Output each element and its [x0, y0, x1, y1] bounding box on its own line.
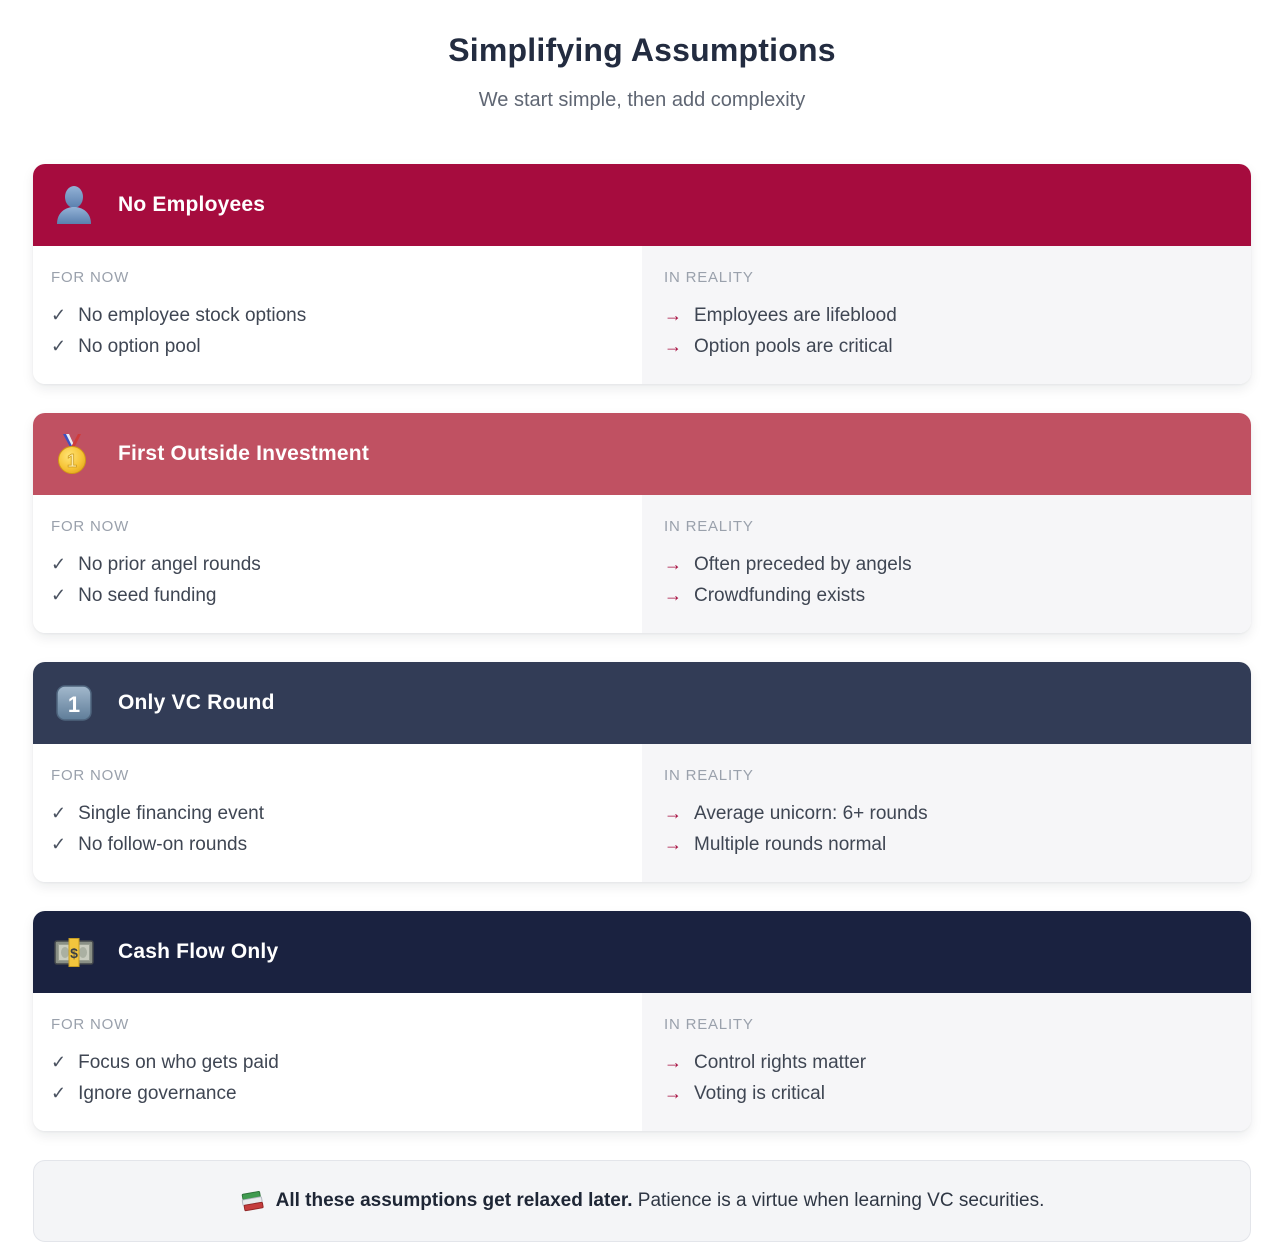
in-reality-column [642, 744, 1251, 882]
in-reality-list [664, 798, 1231, 860]
check-icon: ✓ [51, 803, 67, 823]
column-label: IN REALITY [664, 1016, 754, 1033]
card-title: Only VC Round [118, 691, 275, 714]
check-icon: ✓ [51, 1083, 67, 1103]
item-text: Voting is critical [694, 1083, 825, 1104]
for-now-item [51, 549, 622, 580]
for-now-column [33, 495, 642, 633]
reality-item [664, 331, 1231, 362]
for-now-column [33, 744, 642, 882]
card-body [33, 246, 1251, 384]
page-title: Simplifying Assumptions [448, 32, 836, 68]
assumption-cards [33, 164, 1251, 1131]
footer-note [33, 1160, 1251, 1242]
column-label: IN REALITY [664, 767, 754, 784]
check-icon: ✓ [51, 834, 67, 854]
for-now-item [51, 331, 622, 362]
arrow-icon: → [664, 554, 682, 574]
in-reality-list [664, 1047, 1231, 1109]
item-text: No employee stock options [78, 305, 307, 326]
for-now-list [51, 300, 622, 362]
arrow-icon: → [664, 834, 682, 854]
item-text: No option pool [78, 336, 201, 357]
reality-item [664, 1078, 1231, 1109]
arrow-icon: → [664, 803, 682, 823]
for-now-item [51, 798, 622, 829]
for-now-item [51, 300, 622, 331]
card-only-vc-round [33, 662, 1251, 882]
svg-text:1: 1 [67, 692, 81, 717]
card-body [33, 495, 1251, 633]
check-icon: ✓ [51, 585, 67, 605]
for-now-item [51, 1078, 622, 1109]
item-text: Ignore governance [78, 1083, 237, 1104]
item-text: Single financing event [78, 803, 265, 824]
card-header [33, 911, 1251, 993]
column-label: IN REALITY [664, 518, 754, 535]
card-first-outside-investment [33, 413, 1251, 633]
arrow-icon: → [664, 336, 682, 356]
card-header [33, 662, 1251, 744]
medal-icon [53, 433, 95, 475]
in-reality-list [664, 300, 1231, 362]
item-text: No follow-on rounds [78, 834, 248, 855]
column-label: FOR NOW [51, 518, 130, 535]
item-text: Average unicorn: 6+ rounds [694, 803, 928, 824]
svg-text:1: 1 [66, 451, 78, 471]
person-icon [53, 184, 95, 226]
card-title: Cash Flow Only [118, 940, 279, 963]
card-title: First Outside Investment [118, 442, 370, 465]
card-title: No Employees [118, 193, 266, 216]
for-now-list [51, 549, 622, 611]
reality-item [664, 829, 1231, 860]
item-text: Employees are lifeblood [694, 305, 897, 326]
arrow-icon: → [664, 305, 682, 325]
for-now-column [33, 993, 642, 1131]
item-text: Multiple rounds normal [694, 834, 887, 855]
page-subtitle: We start simple, then add complexity [478, 89, 806, 111]
reality-item [664, 798, 1231, 829]
money-icon [53, 931, 95, 973]
item-text: No prior angel rounds [78, 554, 261, 575]
for-now-item [51, 1047, 622, 1078]
in-reality-list [664, 549, 1231, 611]
column-label: FOR NOW [51, 269, 130, 286]
in-reality-column [642, 495, 1251, 633]
footer-text [276, 1190, 1045, 1212]
item-text: Focus on who gets paid [78, 1052, 279, 1073]
footer-text-bold: All these assumptions get relaxed later. [275, 1190, 633, 1211]
arrow-icon: → [664, 585, 682, 605]
card-body [33, 993, 1251, 1131]
for-now-list [51, 1047, 622, 1109]
item-text: Often preceded by angels [694, 554, 912, 575]
for-now-column [33, 246, 642, 384]
books-icon [240, 1188, 266, 1214]
svg-text:$: $ [70, 945, 78, 961]
reality-item [664, 580, 1231, 611]
reality-item [664, 549, 1231, 580]
column-label: IN REALITY [664, 269, 754, 286]
in-reality-column [642, 246, 1251, 384]
footer-text-regular: Patience is a virtue when learning VC securities. [637, 1190, 1045, 1211]
column-label: FOR NOW [51, 1016, 130, 1033]
keycap-one-icon [53, 682, 95, 724]
item-text: Crowdfunding exists [694, 585, 866, 606]
check-icon: ✓ [51, 336, 67, 356]
check-icon: ✓ [51, 1052, 67, 1072]
for-now-list [51, 798, 622, 860]
check-icon: ✓ [51, 305, 67, 325]
for-now-item [51, 829, 622, 860]
reality-item [664, 300, 1231, 331]
column-label: FOR NOW [51, 767, 130, 784]
item-text: Control rights matter [694, 1052, 867, 1073]
card-cash-flow-only [33, 911, 1251, 1131]
for-now-item [51, 580, 622, 611]
check-icon: ✓ [51, 554, 67, 574]
card-header [33, 413, 1251, 495]
card-header [33, 164, 1251, 246]
in-reality-column [642, 993, 1251, 1131]
card-body [33, 744, 1251, 882]
arrow-icon: → [664, 1083, 682, 1103]
card-no-employees [33, 164, 1251, 384]
item-text: Option pools are critical [694, 336, 893, 357]
item-text: No seed funding [78, 585, 217, 606]
arrow-icon: → [664, 1052, 682, 1072]
reality-item [664, 1047, 1231, 1078]
